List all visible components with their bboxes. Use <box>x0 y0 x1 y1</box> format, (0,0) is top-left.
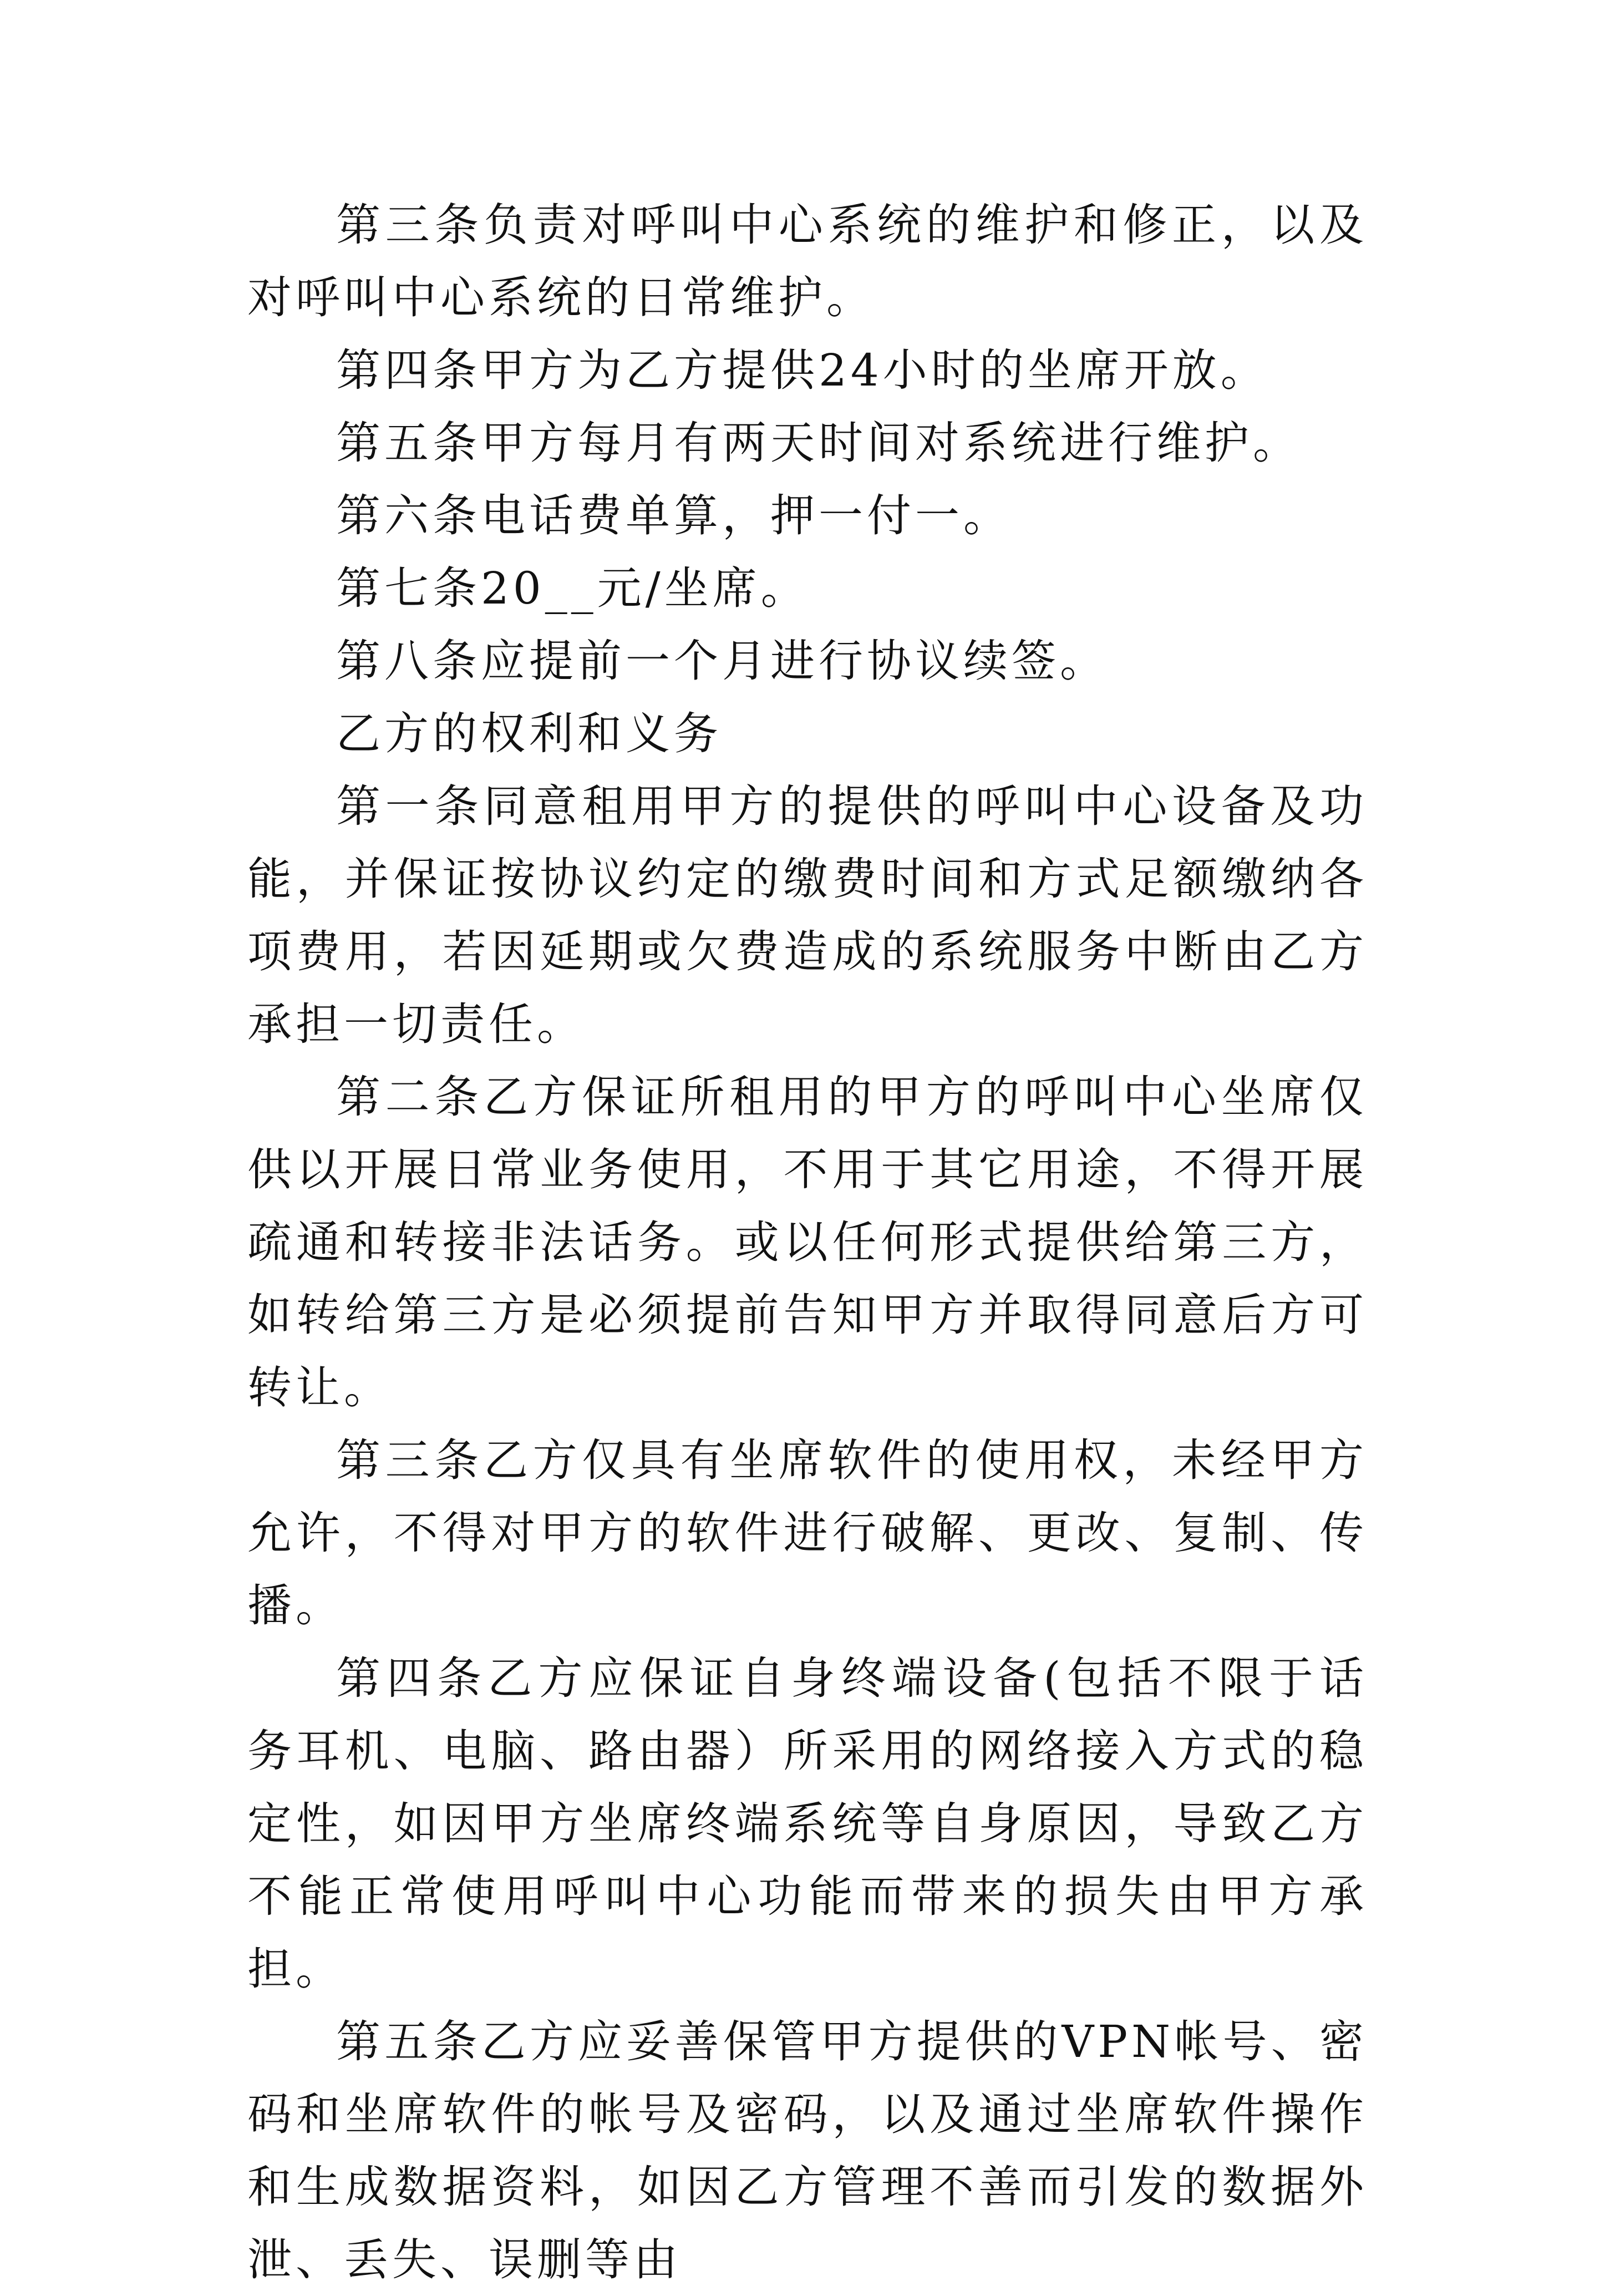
paragraph-party-b-article-4: 第四条乙方应保证自身终端设备(包括不限于话务耳机、电脑、路由器）所采用的网络接入方式的稳定性，如因甲方坐席终端系统等自身原因，导致乙方不能正常使用呼叫中心功能而带来的损失由甲方承担。 <box>247 1653 1368 1995</box>
document-body <box>247 189 1368 2296</box>
paragraph-article-7-seat-price: 第七条20__元/坐席。 <box>336 562 809 614</box>
paragraph-party-b-article-1: 第一条同意租用甲方的提供的呼叫中心设备及功能，并保证按协议约定的缴费时间和方式足额缴纳各项费用，若因延期或欠费造成的系统服务中断由乙方承担一切责任。 <box>247 780 1368 1050</box>
section-heading-party-b-rights: 乙方的权利和义务 <box>336 708 722 759</box>
paragraph-article-3-maintenance: 第三条负责对呼叫中心系统的维护和修正，以及对呼叫中心系统的日常维护。 <box>247 199 1368 323</box>
paragraph-party-b-article-2: 第二条乙方保证所租用的甲方的呼叫中心坐席仅供以开展日常业务使用，不用于其它用途，不得开展疏通和转接非法话务。或以任何形式提供给第三方，如转给第三方是必须提前告知甲方并取得同意后方可转让。 <box>247 1071 1368 1413</box>
paragraph-party-b-article-5: 第五条乙方应妥善保管甲方提供的VPN帐号、密码和坐席软件的帐号及密码，以及通过坐席软件操作和生成数据资料，如因乙方管理不善而引发的数据外泄、丢失、误删等由 <box>247 2016 1368 2285</box>
paragraph-article-8-renewal: 第八条应提前一个月进行协议续签。 <box>336 635 1108 687</box>
paragraph-party-b-article-3: 第三条乙方仅具有坐席软件的使用权，未经甲方允许，不得对甲方的软件进行破解、更改、复制、传播。 <box>247 1435 1368 1631</box>
paragraph-article-4-seat-hours: 第四条甲方为乙方提供24小时的坐席开放。 <box>336 344 1269 396</box>
paragraph-article-5-monthly-maintenance: 第五条甲方每月有两天时间对系统进行维护。 <box>336 417 1301 469</box>
paragraph-article-6-phone-fee: 第六条电话费单算，押一付一。 <box>336 490 1012 541</box>
